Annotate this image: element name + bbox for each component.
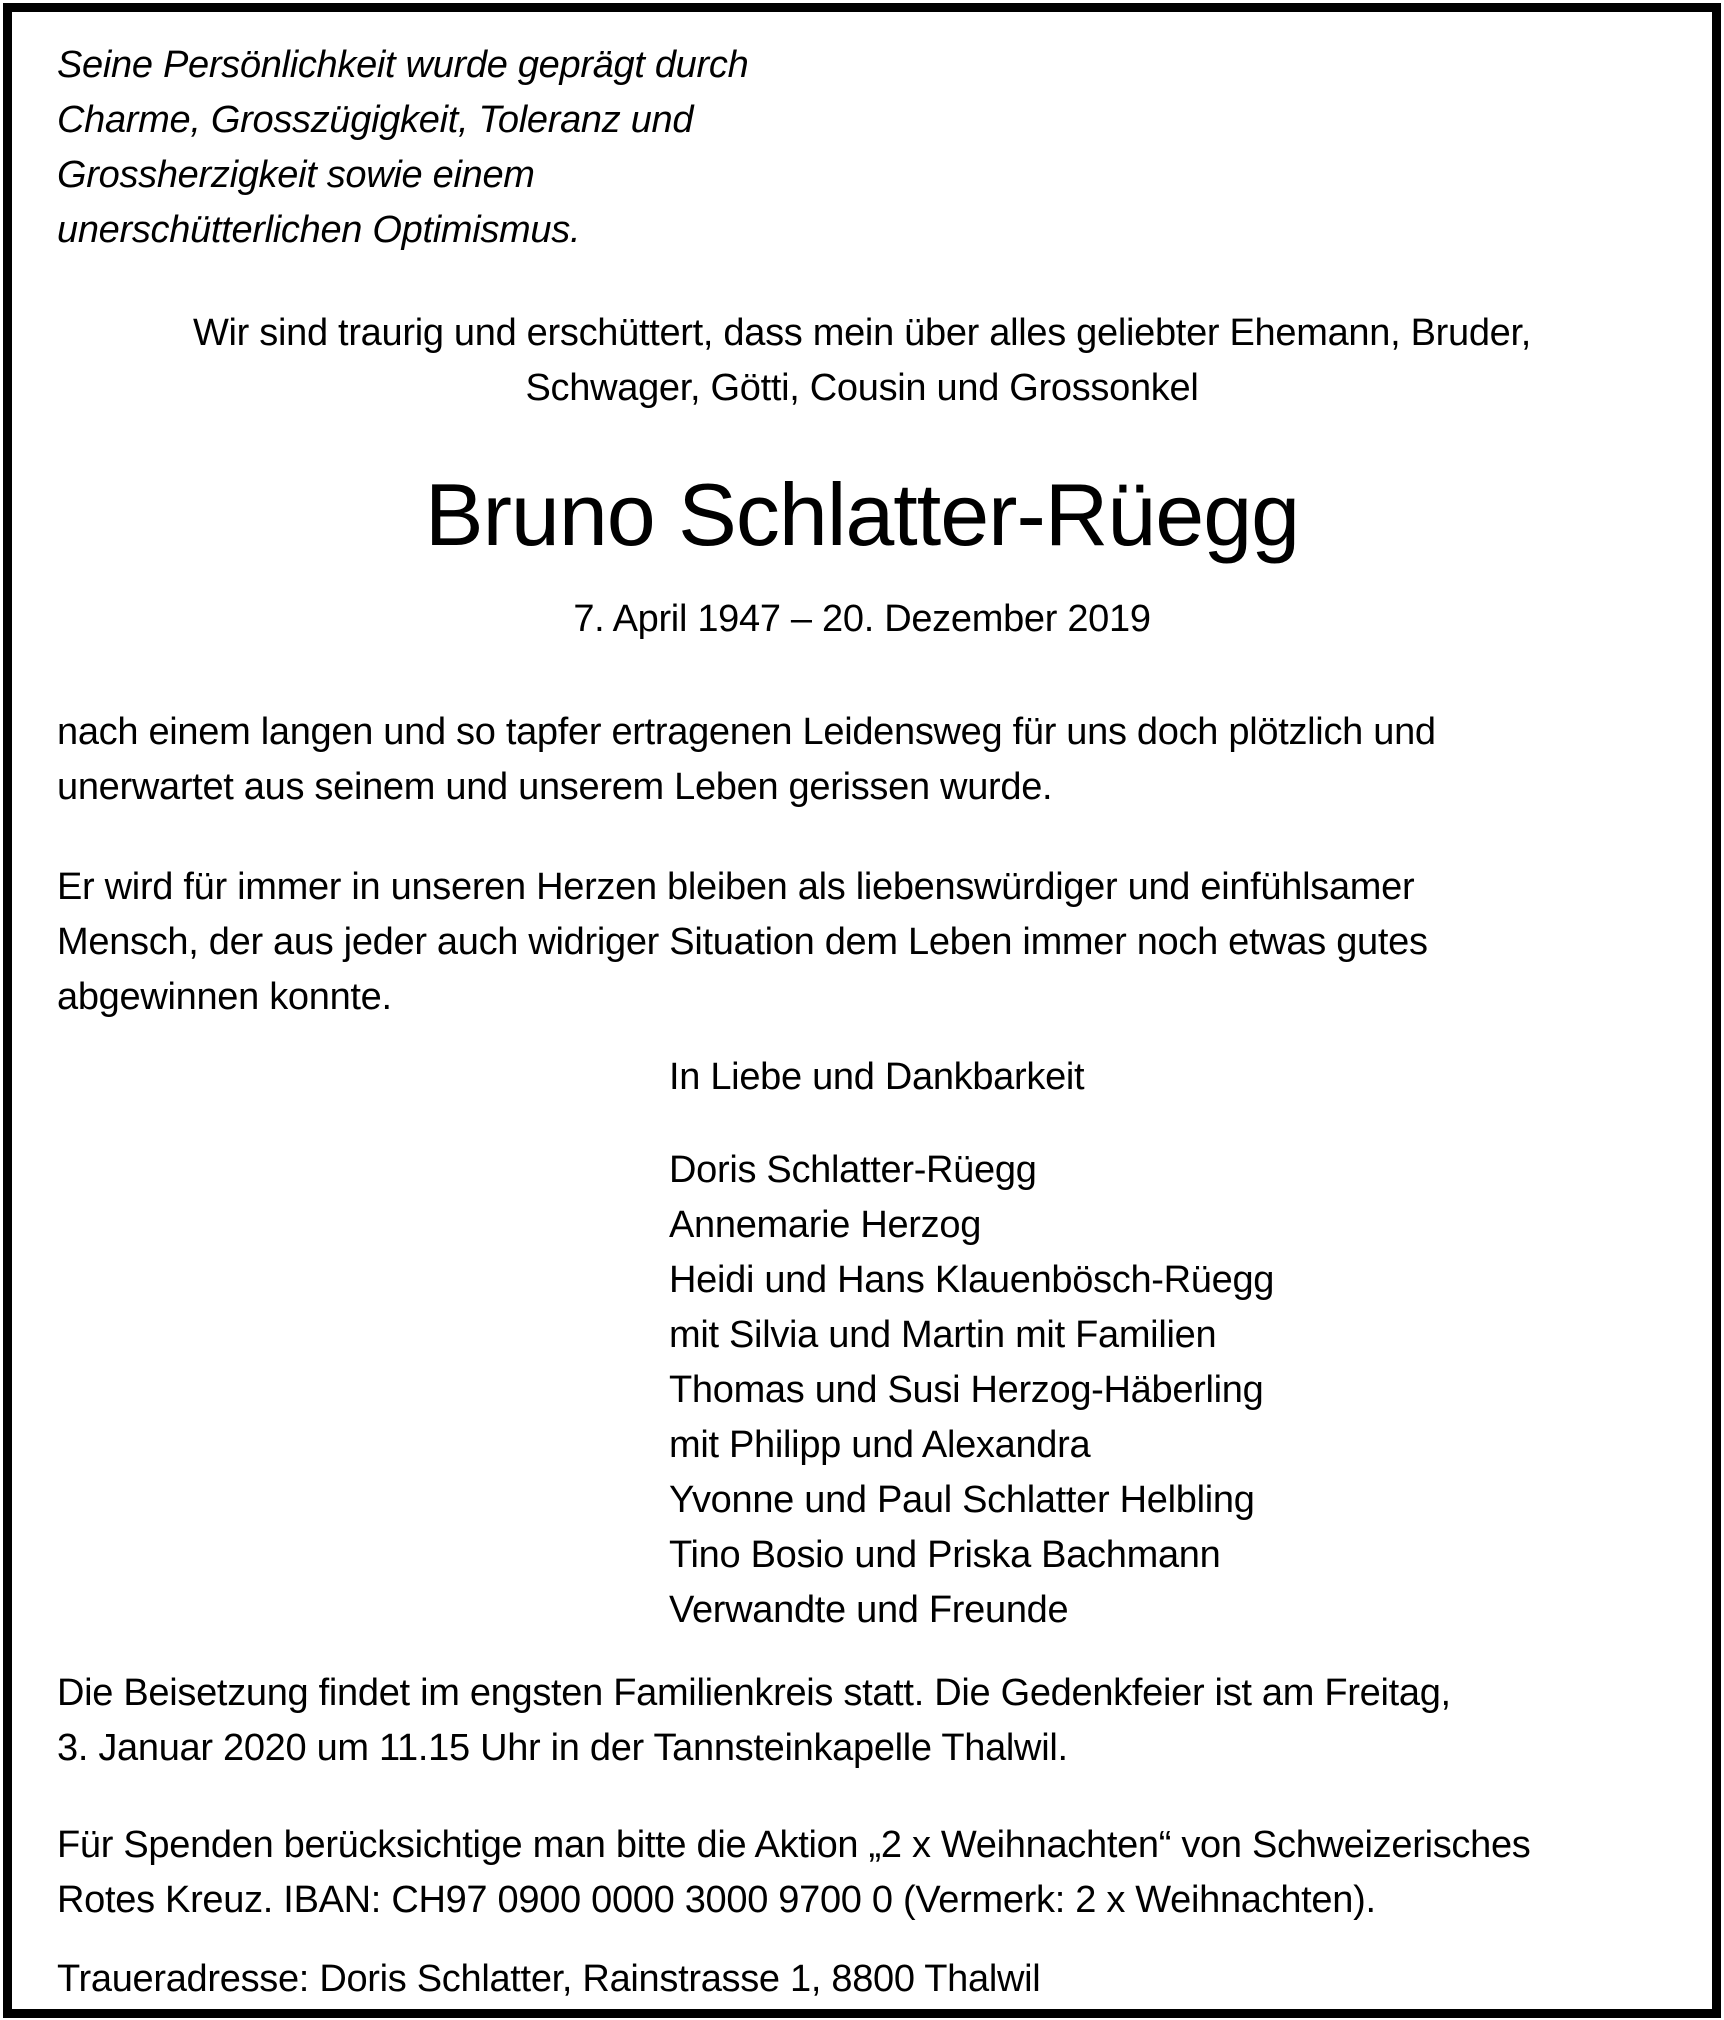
mourner-name: Verwandte und Freunde (669, 1589, 1069, 1631)
paragraph-death (57, 705, 1667, 815)
obituary-frame (3, 3, 1721, 2018)
donation-info-line: Für Spenden berücksichtige man bitte die Aktion „2 x Weihnachten“ von Schweizerisches (57, 1824, 1531, 1866)
intro-quote-line: unerschütterlichen Optimismus. (57, 209, 581, 251)
mourner-name: Tino Bosio und Priska Bachmann (669, 1534, 1221, 1576)
funeral-info-line: Die Beisetzung findet im engsten Familienkreis statt. Die Gedenkfeier ist am Freitag, (57, 1672, 1451, 1714)
mourner-name: Doris Schlatter-Rüegg (669, 1149, 1037, 1191)
paragraph-memory-line: Mensch, der aus jeder auch widriger Situation dem Leben immer noch etwas gutes (57, 921, 1428, 963)
mourner-name: Thomas und Susi Herzog-Häberling (669, 1369, 1264, 1411)
announcement (57, 306, 1667, 416)
intro-quote-line: Charme, Grosszügigkeit, Toleranz und (57, 99, 694, 141)
mourner-name: Yvonne und Paul Schlatter Helbling (669, 1479, 1255, 1521)
funeral-info (57, 1666, 1667, 1776)
life-dates: 7. April 1947 – 20. Dezember 2019 (573, 598, 1151, 640)
intro-quote-line: Seine Persönlichkeit wurde geprägt durch (57, 44, 749, 86)
donation-info (57, 1818, 1667, 1928)
funeral-info-line: 3. Januar 2020 um 11.15 Uhr in der Tannsteinkapelle Thalwil. (57, 1727, 1068, 1769)
paragraph-memory (57, 860, 1667, 1025)
donation-info-line: Rotes Kreuz. IBAN: CH97 0900 0000 3000 9700 0 (Vermerk: 2 x Weihnachten). (57, 1879, 1376, 1921)
mourner-name: mit Philipp und Alexandra (669, 1424, 1091, 1466)
closing-phrase: In Liebe und Dankbarkeit (669, 1056, 1085, 1098)
obituary-content (12, 12, 1712, 2007)
paragraph-memory-line: abgewinnen konnte. (57, 976, 392, 1018)
deceased-name: Bruno Schlatter-Rüegg (424, 465, 1300, 564)
intro-quote (57, 38, 1667, 258)
paragraph-death-line: nach einem langen und so tapfer ertragenen Leidensweg für uns doch plötzlich und (57, 711, 1436, 753)
mourners-list (669, 1143, 1667, 1638)
announcement-line: Wir sind traurig und erschüttert, dass mein über alles geliebter Ehemann, Bruder, (192, 312, 1532, 354)
mourner-name: Annemarie Herzog (669, 1204, 982, 1246)
paragraph-death-line: unerwartet aus seinem und unserem Leben gerissen wurde. (57, 766, 1053, 808)
announcement-line: Schwager, Götti, Cousin und Grossonkel (525, 367, 1199, 409)
mourning-address: Traueradresse: Doris Schlatter, Rainstrasse 1, 8800 Thalwil (57, 1958, 1041, 2000)
paragraph-memory-line: Er wird für immer in unseren Herzen bleiben als liebenswürdiger und einfühlsamer (57, 866, 1415, 908)
intro-quote-line: Grossherzigkeit sowie einem (57, 154, 535, 196)
mourner-name: mit Silvia und Martin mit Familien (669, 1314, 1217, 1356)
mourner-name: Heidi und Hans Klauenbösch-Rüegg (669, 1259, 1275, 1301)
